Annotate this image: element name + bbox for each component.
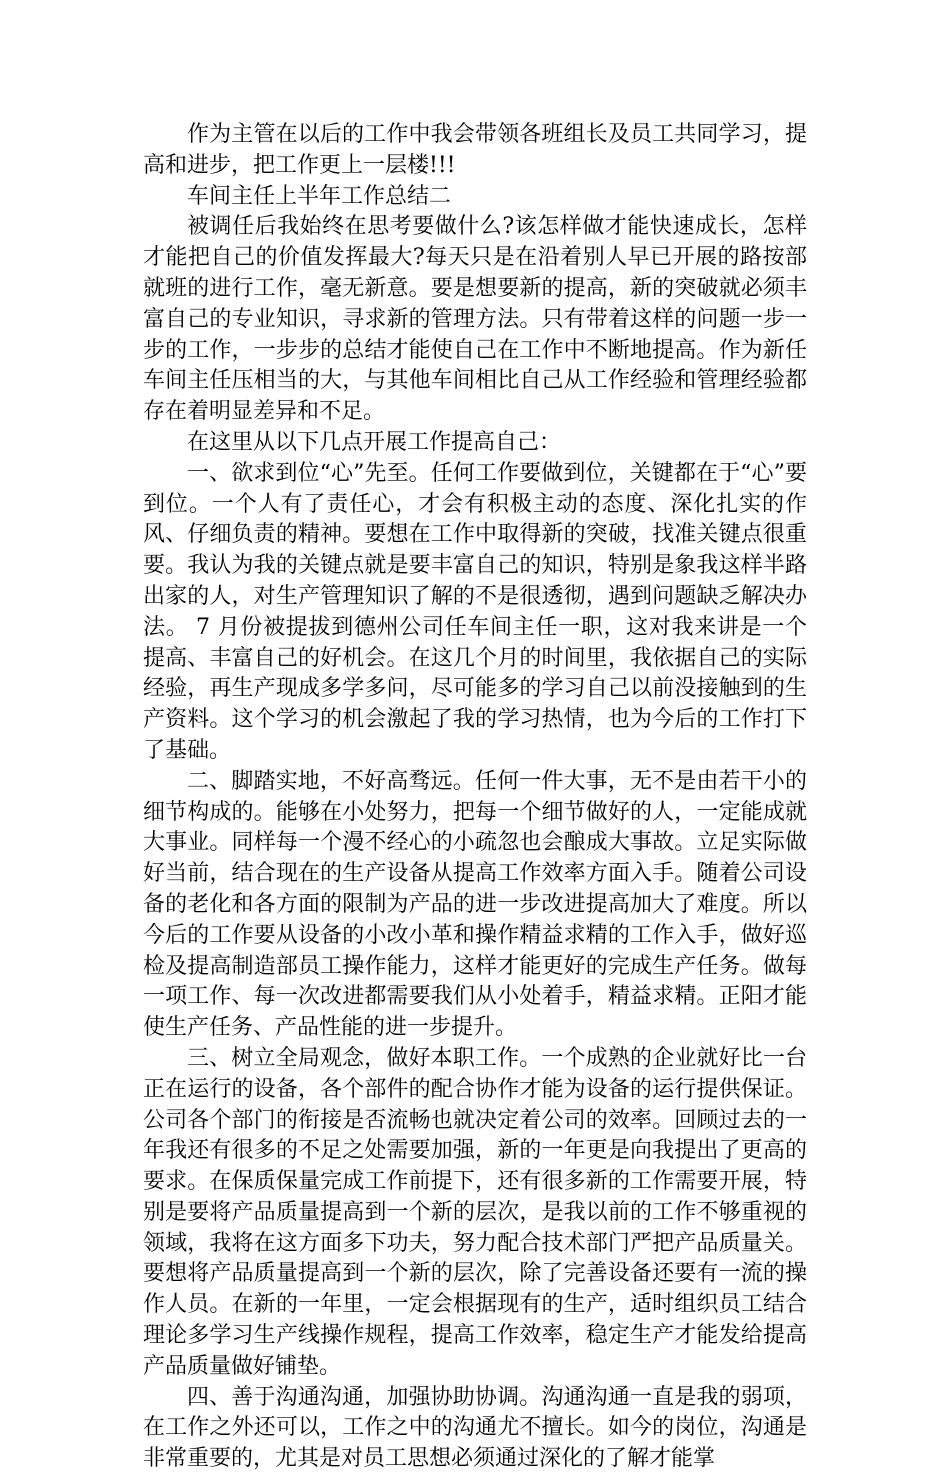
paragraph-point-three: 三、树立全局观念，做好本职工作。一个成熟的企业就好比一台正在运行的设备，各个部件的配合协作才能为设备的运行提供保证。公司各个部门的衔接是否流畅也就决定着公司的效率。回顾过去的一年我还有很多的不足之处需要加强，新的一年更是向我提出了更高的要求。在保质保量完成工作前提下，还有很多新的工作需要开展，特别是要将产品质量提高到一个新的层次，是我以前的工作不够重视的领域，我将在这方面多下功夫，努力配合技术部门严把产品质量关。要想将产品质量提高到一个新的层次，除了完善设备还要有一流的操作人员。在新的一年里，一定会根据现有的生产，适时组织员工结合理论多学习生产线操作规程，提高工作效率，稳定生产才能发给提高产品质量做好铺垫。 [143, 1045, 807, 1379]
paragraph-closing-remark: 作为主管在以后的工作中我会带领各班组长及员工共同学习，提高和进步，把工作更上一层楼!!! [143, 122, 807, 178]
paragraph-lead-in: 在这里从以下几点开展工作提高自己： [187, 429, 562, 455]
paragraph-point-one: 一、欲求到位“心”先至。任何工作要做到位，关键都在于“心”要到位。一个人有了责任心，才会有积极主动的态度、深化扎实的作风、仔细负责的精神。要想在工作中取得新的突破，找准关键点很重要。我认为我的关键点就是要丰富自己的知识，特别是象我这样半路出家的人，对生产管理知识了解的不是很透彻，遇到问题缺乏解决办法。 7 月份被提拔到德州公司任车间主任一职，这对我来讲是一个提高、丰富自己的好机会。在这几个月的时间里，我依据自己的实际经验，再生产现成多学多问，尽可能多的学习自己以前没接触到的生产资料。这个学习的机会激起了我的学习热情，也为今后的工作打下了基础。 [143, 460, 807, 763]
paragraph-point-two: 二、脚踏实地，不好高骛远。任何一件大事，无不是由若干小的细节构成的。能够在小处努力，把每一个细节做好的人，一定能成就大事业。同样每一个漫不经心的小疏忽也会酿成大事故。立足实际做好当前，结合现在的生产设备从提高工作效率方面入手。随着公司设备的老化和各方面的限制为产品的进一步改进提高加大了难度。所以今后的工作要从设备的小改小革和操作精益求精的工作入手，做好巡检及提高制造部员工操作能力，这样才能更好的完成生产任务。做每一项工作、每一次改进都需要我们从小处着手，精益求精。正阳才能使生产任务、产品性能的进一步提升。 [143, 768, 807, 1041]
document-body [143, 120, 807, 1475]
section-title: 车间主任上半年工作总结二 [187, 183, 452, 209]
paragraph-point-four: 四、善于沟通沟通，加强协助协调。沟通沟通一直是我的弱项，在工作之外还可以，工作之中的沟通尤不擅长。如今的岗位，沟通是非常重要的，尤其是对员工思想必须通过深化的了解才能掌 [143, 1384, 807, 1472]
paragraph-intro: 被调任后我始终在思考要做什么?该怎样做才能快速成长，怎样才能把自己的价值发挥最大?每天只是在沿着别人早已开展的路按部就班的进行工作，毫无新意。要是想要新的提高，新的突破就必须丰富自己的专业知识，寻求新的管理方法。只有带着这样的问题一步一步的工作，一步步的总结才能使自己在工作中不断地提高。作为新任车间主任压相当的大，与其他车间相比自己从工作经验和管理经验都存在着明显差异和不足。 [143, 214, 807, 425]
